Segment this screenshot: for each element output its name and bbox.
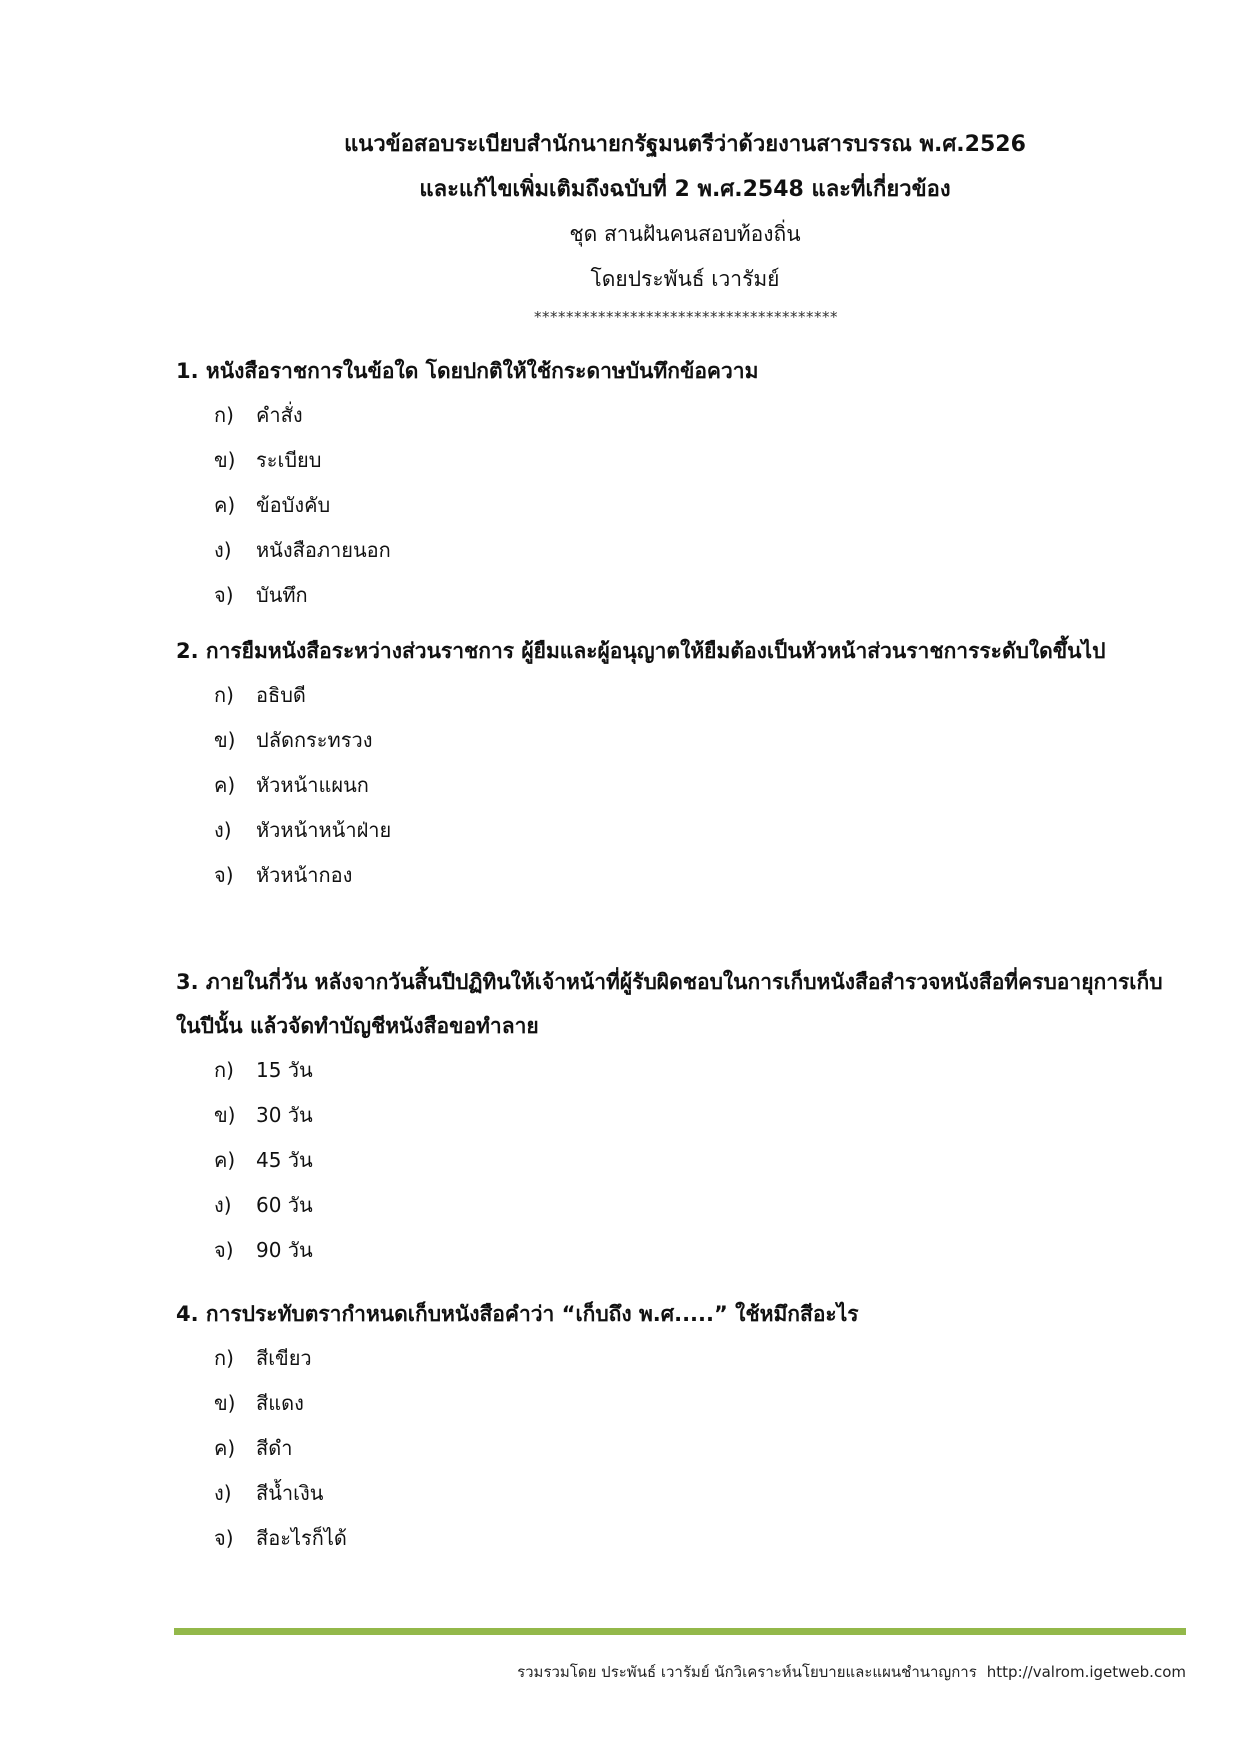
choice-item [214, 1138, 1186, 1183]
choice-text: 90 วัน [256, 1238, 313, 1262]
choice-text: สีแดง [256, 1391, 304, 1415]
choice-label: จ) [214, 863, 234, 887]
choice-label: ง) [214, 538, 232, 562]
choice-item [214, 483, 1186, 528]
choice-item [214, 1381, 1186, 1426]
choice-text: 60 วัน [256, 1193, 313, 1217]
choice-item [214, 1048, 1186, 1093]
footer-credit: รวมรวมโดย ประพันธ์ เวารัมย์ นักวิเคราะห์นโยบายและแผนชำนาญการ [517, 1663, 977, 1681]
choice-label: ค) [214, 1148, 236, 1172]
choice-text: 15 วัน [256, 1058, 313, 1082]
choice-label: ข) [214, 728, 236, 752]
choice-item [214, 1516, 1186, 1561]
choice-label: ก) [214, 683, 234, 707]
choice-item [214, 853, 1186, 898]
choice-item [214, 1426, 1186, 1471]
choice-text: ปลัดกระทรวง [256, 728, 373, 752]
choice-text: หัวหน้าแผนก [256, 773, 369, 797]
choice-text: คำสั่ง [256, 403, 303, 427]
question-1 [176, 349, 1186, 618]
choice-item [214, 1336, 1186, 1381]
question-3 [176, 960, 1186, 1273]
choice-label: ค) [214, 1436, 236, 1460]
choice-text: บันทึก [256, 583, 308, 607]
series-name: ชุด สานฝันคนสอบท้องถิ่น [569, 222, 801, 246]
choice-list [176, 393, 1186, 618]
choice-item [214, 1471, 1186, 1516]
choice-label: ก) [214, 1058, 234, 1082]
author-name: โดยประพันธ์ เวารัมย์ [590, 267, 780, 291]
choice-list [176, 1336, 1186, 1561]
choice-text: ระเบียบ [256, 448, 322, 472]
footer [517, 1660, 1186, 1684]
choice-text: ข้อบังคับ [256, 493, 331, 517]
question-text: 1. หนังสือราชการในข้อใด โดยปกติให้ใช้กระดาษบันทึกข้อความ [176, 359, 759, 383]
choice-text: หนังสือภายนอก [256, 538, 391, 562]
choice-list [176, 673, 1186, 898]
choice-label: ง) [214, 818, 232, 842]
choice-item [214, 573, 1186, 618]
choice-text: สีน้ำเงิน [256, 1481, 324, 1505]
choice-label: จ) [214, 583, 234, 607]
choice-label: ง) [214, 1193, 232, 1217]
choice-label: จ) [214, 1526, 234, 1550]
choice-label: ก) [214, 1346, 234, 1370]
question-text: 4. การประทับตรากำหนดเก็บหนังสือคำว่า “เก็บถึง พ.ศ.....” ใช้หมึกสีอะไร [176, 1302, 859, 1326]
choice-item [214, 808, 1186, 853]
choice-text: หัวหน้ากอง [256, 863, 353, 887]
choice-label: ข) [214, 1391, 236, 1415]
choice-label: ก) [214, 403, 234, 427]
document-header [0, 122, 1240, 332]
choice-label: ข) [214, 448, 236, 472]
choice-label: ข) [214, 1103, 236, 1127]
choice-item [214, 528, 1186, 573]
choice-item [214, 1228, 1186, 1273]
choice-item [214, 1093, 1186, 1138]
choice-text: หัวหน้าหน้าฝ่าย [256, 818, 392, 842]
document-title-line-2: และแก้ไขเพิ่มเติมถึงฉบับที่ 2 พ.ศ.2548 และที่เกี่ยวข้อง [419, 177, 951, 202]
choice-list [176, 1048, 1186, 1273]
choice-item [214, 718, 1186, 763]
choice-label: ค) [214, 773, 236, 797]
footer-divider [174, 1628, 1186, 1635]
choice-text: 30 วัน [256, 1103, 313, 1127]
choice-text: สีอะไรก็ได้ [256, 1526, 347, 1550]
choice-text: สีเขียว [256, 1346, 312, 1370]
separator-stars: ************************************** [534, 308, 838, 326]
choice-text: อธิบดี [256, 683, 306, 707]
question-4 [176, 1292, 1186, 1561]
choice-label: จ) [214, 1238, 234, 1262]
choice-item [214, 763, 1186, 808]
choice-item [214, 438, 1186, 483]
choice-item [214, 673, 1186, 718]
choice-text: สีดำ [256, 1436, 293, 1460]
choice-item [214, 1183, 1186, 1228]
choice-text: 45 วัน [256, 1148, 313, 1172]
question-text: 3. ภายในกี่วัน หลังจากวันสิ้นปีปฏิทินให้เจ้าหน้าที่ผู้รับผิดชอบในการเก็บหนังสือสำรวจหนังสือที่ครบอายุการเก็บในปีนั้น แล้วจัดทำบัญชีหนังสือขอทำลาย [176, 970, 1163, 1038]
choice-label: ง) [214, 1481, 232, 1505]
document-title-line-1: แนวข้อสอบระเบียบสำนักนายกรัฐมนตรีว่าด้วยงานสารบรรณ พ.ศ.2526 [344, 132, 1026, 157]
choice-label: ค) [214, 493, 236, 517]
question-2 [176, 629, 1186, 898]
footer-url[interactable]: http://valrom.igetweb.com [986, 1663, 1186, 1681]
choice-item [214, 393, 1186, 438]
question-text: 2. การยืมหนังสือระหว่างส่วนราชการ ผู้ยืมและผู้อนุญาตให้ยืมต้องเป็นหัวหน้าส่วนราชการระดับใดขึ้นไป [176, 639, 1106, 663]
